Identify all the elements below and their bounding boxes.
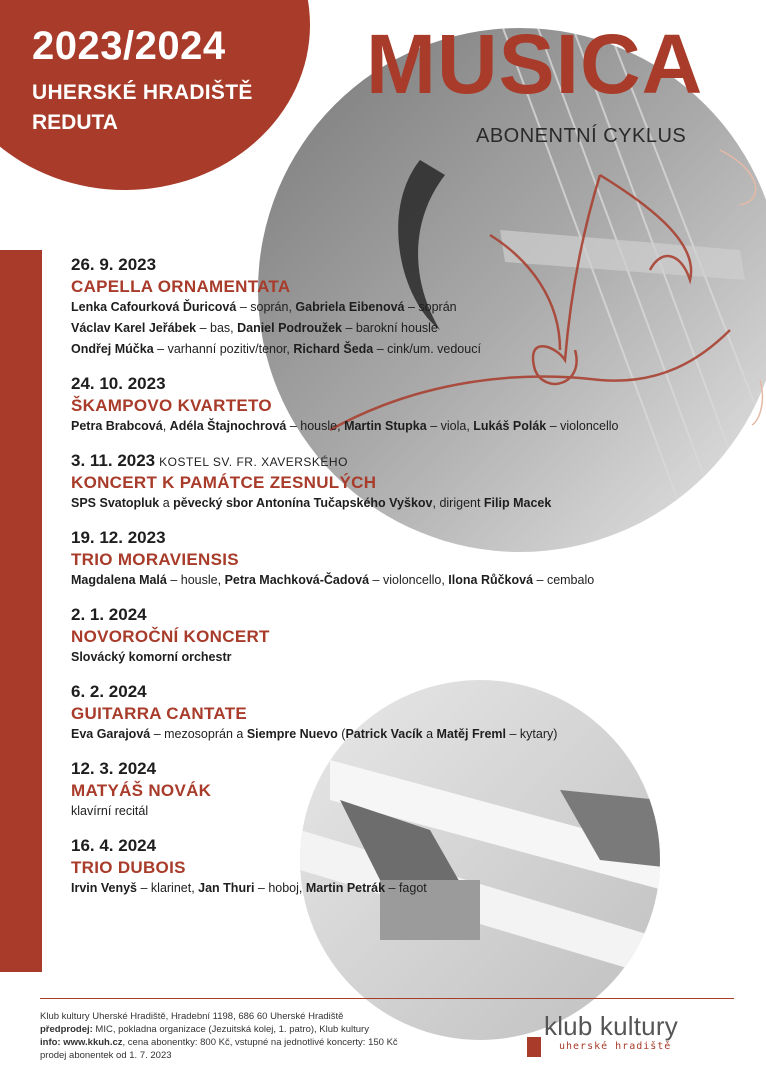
concert-date: 6. 2. 2024 [71,682,147,701]
performer-name: Matěj Freml [436,727,506,741]
concert-date: 12. 3. 2024 [71,759,157,778]
performer-line [71,297,751,318]
event-list [71,255,751,913]
performer-name: Filip Macek [483,496,552,510]
concert-date-row [71,759,751,779]
concert-date: 16. 4. 2024 [71,836,157,855]
season-venue: REDUTA [32,111,118,134]
text-run: – hoboj, [254,881,306,895]
text-run: – klarinet, [137,881,199,895]
performer-line [71,801,751,822]
text-run: a [159,496,174,510]
performer-name: Martin Petrák [305,881,386,895]
concert-date: 2. 1. 2024 [71,605,147,624]
concert-date: 3. 11. 2023 [71,451,156,470]
performer-name: Ilona Růčková [448,573,534,587]
performer-line [71,339,751,360]
performer-name: Richard Šeda [293,342,374,356]
season-city: UHERSKÉ HRADIŠTĚ [32,81,253,104]
concert-date-row [71,255,751,275]
performer-name: Siempre Nuevo [246,727,338,741]
text-run: prodej abonentek od 1. 7. 2023 [40,1050,172,1061]
concert-date-row [71,682,751,702]
text-run: , cena abonentky: 800 Kč, vstupné na jednotlivé koncerty: 150 Kč [122,1037,398,1048]
performer-name: Ondřej Múčka [71,342,154,356]
performer-name: Václav Karel Jeřábek [71,321,197,335]
performer-line [71,416,751,437]
performer-line [71,647,751,668]
season-block [32,24,253,135]
concert-name: TRIO MORAVIENSIS [71,550,239,569]
performer-name: Lukáš Polák [473,419,547,433]
performer-name: SPS Svatopluk [71,496,160,510]
text-run: – kytary) [506,727,558,741]
footer-line [40,1010,398,1023]
text-run: MIC, pokladna organizace (Jezuitská kolej, 1. patro), Klub kultury [92,1024,369,1035]
concert-item [71,605,751,668]
text-run: klavírní recitál [71,804,149,818]
performer-name: Daniel Podroužek [237,321,342,335]
performer-name: info: www.kkuh.cz [40,1037,123,1048]
performer-name: Magdalena Malá [71,573,167,587]
performer-name: Petra Machková-Čadová [224,573,370,587]
footer-info [40,1010,398,1062]
text-run: – bas, [196,321,238,335]
footer-line [40,1036,398,1049]
concert-name: KONCERT K PAMÁTCE ZESNULÝCH [71,473,377,492]
text-run: Klub kultury Uherské Hradiště, Hradební 1198, 686 60 Uherské Hradiště [40,1011,344,1022]
concert-date-row [71,605,751,625]
performer-line [71,724,751,745]
concert-name: TRIO DUBOIS [71,858,186,877]
text-run: ( [337,727,346,741]
season-year: 2023/2024 [32,24,226,68]
performer-name: Slovácký komorní orchestr [71,650,232,664]
left-accent-bar [0,250,42,972]
performer-line [71,570,751,591]
concert-date: 24. 10. 2023 [71,374,166,393]
performer-name: Petra Brabcová [71,419,163,433]
performer-name: Eva Garajová [71,727,151,741]
concert-item [71,451,751,514]
text-run: – violoncello, [369,573,449,587]
text-run: – cink/um. vedoucí [373,342,481,356]
performer-name: Adéla Štajnochrová [169,419,287,433]
concert-item [71,374,751,437]
text-run: , dirigent [432,496,484,510]
text-run: – barokní housle [341,321,438,335]
logo-mark-icon [527,1037,541,1057]
text-run: a [422,727,437,741]
performer-name: Jan Thuri [198,881,255,895]
performer-name: Patrick Vacík [345,727,423,741]
performer-line [71,318,751,339]
footer-line [40,1049,398,1062]
footer-line [40,1023,398,1036]
concert-item [71,682,751,745]
text-run: – viola, [426,419,474,433]
concert-name: NOVOROČNÍ KONCERT [71,627,270,646]
concert-name: CAPELLA ORNAMENTATA [71,277,291,296]
concert-name: GUITARRA CANTATE [71,704,248,723]
concert-date-row [71,451,751,471]
text-run: , [162,419,170,433]
concert-name: ŠKAMPOVO KVARTETO [71,396,272,415]
performer-name: Martin Stupka [344,419,427,433]
text-run: – varhanní pozitiv/tenor, [153,342,294,356]
performer-line [71,878,751,899]
text-run: – housle, [166,573,225,587]
performer-line [71,493,751,514]
performer-name: Gabriela Eibenová [295,300,405,314]
logo-subtitle: uherské hradiště [559,1041,672,1052]
performer-name: pěvecký sbor Antonína Tučapského Vyškov [173,496,433,510]
concert-item [71,759,751,822]
performer-name: předprodej: [40,1024,93,1035]
concert-date: 26. 9. 2023 [71,255,157,274]
text-run: – soprán [404,300,457,314]
page-title: MUSICA [366,17,704,111]
footer-divider [40,998,734,999]
concert-item [71,836,751,899]
concert-date-row [71,374,751,394]
concert-venue-note: KOSTEL SV. FR. XAVERSKÉHO [159,455,348,469]
page-subtitle: ABONENTNÍ CYKLUS [476,125,687,147]
text-run: – mezosoprán a [150,727,247,741]
concert-date-row [71,836,751,856]
text-run: – housle, [286,419,345,433]
concert-date: 19. 12. 2023 [71,528,166,547]
text-run: – soprán, [236,300,296,314]
concert-name: MATYÁŠ NOVÁK [71,781,212,800]
concert-date-row [71,528,751,548]
performer-name: Lenka Cafourková Ďuricová [71,300,237,314]
text-run: – fagot [385,881,427,895]
performer-name: Irvin Venyš [71,881,138,895]
text-run: – violoncello [546,419,619,433]
concert-item [71,528,751,591]
logo-brand: klub kultury [544,1011,678,1041]
text-run: – cembalo [533,573,595,587]
concert-item [71,255,751,360]
